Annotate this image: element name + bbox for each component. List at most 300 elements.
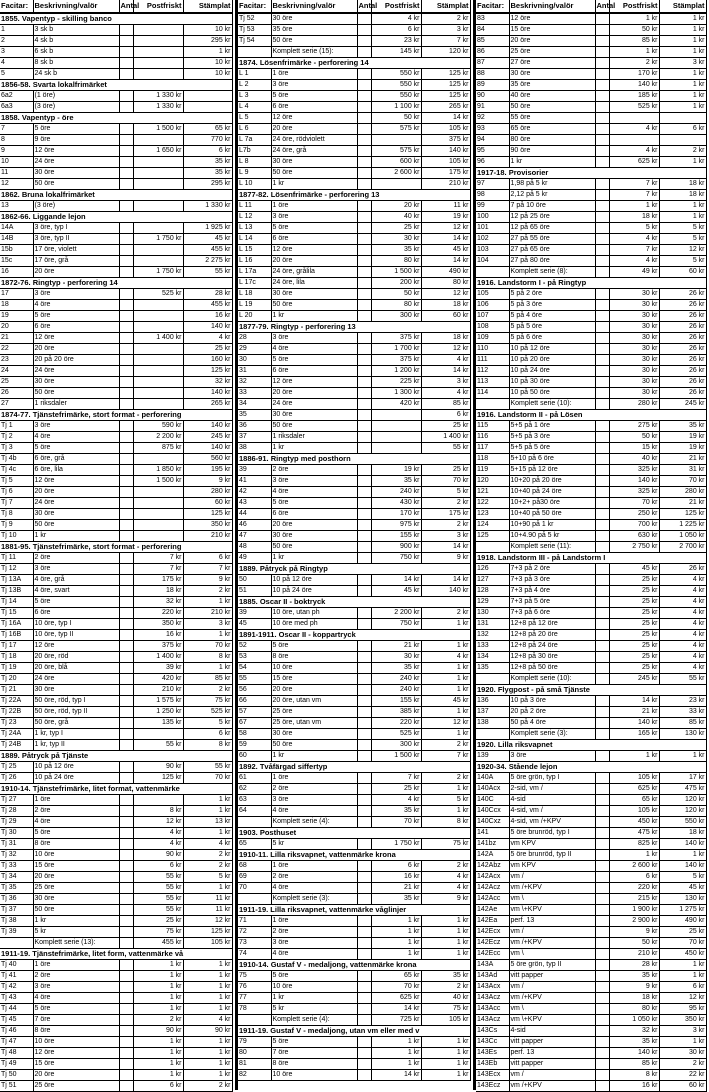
- mint-price: 1 kr: [371, 938, 421, 949]
- description: 10+2+ på30 öre: [509, 498, 595, 509]
- column-header: Stämplat: [183, 0, 232, 13]
- section-heading: 1910-14. Gustaf V - medaljong, vattenmärke krona: [238, 960, 470, 971]
- quantity: [595, 718, 609, 729]
- quantity: [595, 531, 609, 542]
- used-price: 550 kr: [659, 817, 706, 828]
- quantity: [357, 806, 371, 817]
- stamp-row: [238, 971, 470, 982]
- used-price: 1 kr: [659, 80, 706, 91]
- catalog-number: 7: [0, 124, 33, 135]
- mint-price: 550 kr: [371, 80, 421, 91]
- catalog-number: Tj 24B: [0, 740, 33, 751]
- quantity: [357, 256, 371, 267]
- mint-price: 30 kr: [609, 311, 659, 322]
- description: 8 öre: [271, 652, 357, 663]
- mint-price: 2 kr: [609, 58, 659, 69]
- column-header: Facitar:: [0, 0, 33, 13]
- used-price: 1 kr: [183, 883, 232, 894]
- stamp-row: [0, 850, 232, 861]
- catalog-number: L 19: [238, 300, 271, 311]
- mint-price: 1 575 kr: [133, 696, 183, 707]
- quantity: [595, 487, 609, 498]
- description: 10 på 12 öre: [271, 575, 357, 586]
- stamp-row: [0, 762, 232, 773]
- description: 50 öre, röd, typ I: [33, 696, 119, 707]
- description: 5 öre: [271, 91, 357, 102]
- stamp-row: [0, 267, 232, 278]
- catalog-number: 122: [476, 498, 509, 509]
- quantity: [595, 619, 609, 630]
- stamp-row: [476, 399, 706, 410]
- stamp-row: [476, 465, 706, 476]
- catalog-number: 85: [476, 36, 509, 47]
- catalog-number: Tj 11: [0, 553, 33, 564]
- section-heading: 1916. Landstorm I - på Ringtyp: [476, 278, 706, 289]
- stamp-row: [476, 201, 706, 212]
- quantity: [357, 432, 371, 443]
- section-heading: 1872-76. Ringtyp - perforering 14: [0, 278, 232, 289]
- catalog-number: 143Cs: [476, 1026, 509, 1037]
- mint-price: 590 kr: [133, 421, 183, 432]
- quantity: [595, 289, 609, 300]
- mint-price: 35 kr: [371, 245, 421, 256]
- mint-price: 455 kr: [133, 938, 183, 949]
- used-price: 1 kr: [659, 212, 706, 223]
- mint-price: 30 kr: [609, 355, 659, 366]
- description: 5 öre brunröd, typ II: [509, 850, 595, 861]
- catalog-number: Tj 54: [238, 36, 271, 47]
- catalog-number: Tj 16B: [0, 630, 33, 641]
- stamp-row: [238, 245, 470, 256]
- description: 4 öre: [271, 949, 357, 960]
- catalog-number: 28: [238, 333, 271, 344]
- mint-price: 165 kr: [609, 729, 659, 740]
- description: 12+8 på 50 öre: [509, 663, 595, 674]
- description: 6 öre: [271, 509, 357, 520]
- mint-price: [133, 179, 183, 190]
- catalog-number: L7b: [238, 146, 271, 157]
- catalog-number: Tj 48: [0, 1048, 33, 1059]
- description: 55 öre: [509, 113, 595, 124]
- mint-price: [133, 454, 183, 465]
- stamp-row: [0, 1081, 232, 1092]
- quantity: [357, 685, 371, 696]
- quantity: [357, 443, 371, 454]
- used-price: 3 kr: [659, 58, 706, 69]
- description: vm \: [509, 949, 595, 960]
- catalog-number: L 3: [238, 91, 271, 102]
- description: vm /+KPV: [509, 883, 595, 894]
- used-price: 75 kr: [183, 696, 232, 707]
- quantity: [119, 509, 133, 520]
- description: 10 öre: [271, 663, 357, 674]
- quantity: [119, 454, 133, 465]
- description: 6 öre, grå: [33, 454, 119, 465]
- quantity: [357, 168, 371, 179]
- used-price: 125 kr: [183, 927, 232, 938]
- quantity: [119, 883, 133, 894]
- catalog-number: 84: [476, 25, 509, 36]
- catalog-number: Tj 22B: [0, 707, 33, 718]
- quantity: [357, 36, 371, 47]
- used-price: 14 kr: [421, 542, 470, 553]
- mint-price: 420 kr: [371, 399, 421, 410]
- description: 50 öre: [271, 36, 357, 47]
- stamp-row: [238, 685, 470, 696]
- used-price: 490 kr: [659, 916, 706, 927]
- quantity: [119, 267, 133, 278]
- description: 4 öre, svart: [33, 586, 119, 597]
- stamp-row: [476, 1037, 706, 1048]
- mint-price: 625 kr: [609, 157, 659, 168]
- used-price: 1 330 kr: [183, 201, 232, 212]
- mint-price: 21 kr: [371, 641, 421, 652]
- used-price: 12 kr: [421, 289, 470, 300]
- catalog-number: 72: [238, 927, 271, 938]
- stamp-row: [476, 355, 706, 366]
- description: 50 öre, grå: [33, 718, 119, 729]
- catalog-column-1: [0, 0, 238, 1090]
- mint-price: 30 kr: [609, 377, 659, 388]
- quantity: [595, 520, 609, 531]
- description: 20 öre: [33, 1070, 119, 1081]
- quantity: [595, 245, 609, 256]
- description: 27 på 65 öre: [509, 245, 595, 256]
- stamp-row: [0, 685, 232, 696]
- quantity: [595, 421, 609, 432]
- catalog-column-3: [476, 0, 709, 1090]
- used-price: 1 kr: [421, 927, 470, 938]
- stamp-row: [238, 487, 470, 498]
- used-price: 1 kr: [659, 960, 706, 971]
- catalog-number: 18: [0, 300, 33, 311]
- description: vitt papper: [509, 1059, 595, 1070]
- description: 25 öre: [271, 707, 357, 718]
- section-heading-row: [476, 740, 706, 751]
- catalog-number: [476, 542, 509, 553]
- description: 30 öre: [33, 509, 119, 520]
- used-price: 1 kr: [183, 971, 232, 982]
- catalog-number: 19: [0, 311, 33, 322]
- used-price: 26 kr: [659, 322, 706, 333]
- used-price: 125 kr: [421, 91, 470, 102]
- used-price: 4 kr: [421, 388, 470, 399]
- stamp-row: [0, 509, 232, 520]
- description: 2 öre: [271, 784, 357, 795]
- mint-price: [371, 421, 421, 432]
- description: 3 öre: [271, 476, 357, 487]
- used-price: 140 kr: [183, 443, 232, 454]
- catalog-number: 143Eb: [476, 1059, 509, 1070]
- catalog-number: 41: [238, 476, 271, 487]
- catalog-number: 121: [476, 487, 509, 498]
- used-price: 4 kr: [659, 652, 706, 663]
- description: 5 öre: [271, 498, 357, 509]
- catalog-number: 31: [238, 366, 271, 377]
- used-price: 13 kr: [183, 817, 232, 828]
- description: 20 öre, röd: [33, 652, 119, 663]
- description: 8 sk b: [33, 58, 119, 69]
- description: 3 öre: [271, 212, 357, 223]
- catalog-number: 30: [238, 355, 271, 366]
- quantity: [357, 575, 371, 586]
- stamp-row: [476, 916, 706, 927]
- stamp-row: [0, 168, 232, 179]
- mint-price: 7 kr: [371, 773, 421, 784]
- used-price: 125 kr: [421, 80, 470, 91]
- catalog-number: 143A: [476, 960, 509, 971]
- used-price: 8 kr: [183, 740, 232, 751]
- quantity: [119, 828, 133, 839]
- stamp-row: [238, 531, 470, 542]
- description: perf. 13: [509, 916, 595, 927]
- quantity: [357, 553, 371, 564]
- mint-price: [133, 509, 183, 520]
- mint-price: 85 kr: [609, 1059, 659, 1070]
- stamp-row: [0, 828, 232, 839]
- stamp-row: [238, 806, 470, 817]
- mint-price: 18 kr: [609, 993, 659, 1004]
- description: 10 på 24 öre: [271, 586, 357, 597]
- used-price: 2 kr: [183, 685, 232, 696]
- description: 1 kr: [33, 916, 119, 927]
- stamp-row: [238, 201, 470, 212]
- stamp-row: [238, 729, 470, 740]
- used-price: 25 kr: [421, 465, 470, 476]
- description: 10 öre, typ I: [33, 619, 119, 630]
- catalog-number: Tj 47: [0, 1037, 33, 1048]
- used-price: 3 kr: [421, 377, 470, 388]
- used-price: 2 kr: [183, 1081, 232, 1092]
- description: 4 öre: [33, 432, 119, 443]
- used-price: 450 kr: [659, 949, 706, 960]
- description: vm /+KPV: [509, 938, 595, 949]
- catalog-number: 56: [238, 685, 271, 696]
- description: 30 öre: [271, 729, 357, 740]
- quantity: [595, 696, 609, 707]
- used-price: 5 kr: [421, 487, 470, 498]
- used-price: 1 kr: [659, 69, 706, 80]
- catalog-number: Tj 36: [0, 894, 33, 905]
- used-price: 125 kr: [183, 509, 232, 520]
- catalog-number: 125: [476, 531, 509, 542]
- quantity: [119, 575, 133, 586]
- mint-price: 14 kr: [371, 1070, 421, 1081]
- quantity: [119, 465, 133, 476]
- used-price: 7 kr: [183, 564, 232, 575]
- stamp-row: [476, 256, 706, 267]
- stamp-row: [0, 245, 232, 256]
- mint-price: 1 900 kr: [609, 905, 659, 916]
- stamp-row: [476, 190, 706, 201]
- stamp-row: [238, 872, 470, 883]
- quantity: [595, 927, 609, 938]
- description: 5 på 3 öre: [509, 300, 595, 311]
- used-price: 1 kr: [421, 641, 470, 652]
- quantity: [595, 509, 609, 520]
- catalog-number: 140Cxz: [476, 817, 509, 828]
- quantity: [357, 696, 371, 707]
- description: 50 öre, röd, typ II: [33, 707, 119, 718]
- description: 15 öre: [33, 1059, 119, 1070]
- used-price: 95 kr: [659, 1004, 706, 1015]
- quantity: [119, 322, 133, 333]
- catalog-column-2: [238, 0, 476, 1090]
- description: 30 öre: [271, 13, 357, 25]
- used-price: 26 kr: [659, 366, 706, 377]
- description: 15 öre: [271, 674, 357, 685]
- used-price: 14 kr: [421, 256, 470, 267]
- used-price: 8 kr: [183, 652, 232, 663]
- used-price: 14 kr: [421, 234, 470, 245]
- mint-price: 50 kr: [609, 25, 659, 36]
- catalog-number: 140Ccx: [476, 806, 509, 817]
- description: 1 kr, typ I: [33, 729, 119, 740]
- stamp-row: [0, 773, 232, 784]
- section-heading-row: [238, 762, 470, 773]
- used-price: 6 kr: [183, 553, 232, 564]
- catalog-number: [238, 1015, 271, 1026]
- catalog-number: 109: [476, 333, 509, 344]
- catalog-number: 52: [238, 641, 271, 652]
- catalog-number: 89: [476, 80, 509, 91]
- stamp-row: [238, 916, 470, 927]
- used-price: 2 kr: [421, 982, 470, 993]
- stamp-row: [0, 344, 232, 355]
- quantity: [595, 575, 609, 586]
- catalog-number: 142Abz: [476, 861, 509, 872]
- mint-price: [133, 157, 183, 168]
- stamp-row: [238, 982, 470, 993]
- stamp-row: [238, 234, 470, 245]
- catalog-number: 140C: [476, 795, 509, 806]
- quantity: [595, 960, 609, 971]
- catalog-number: 17: [0, 289, 33, 300]
- quantity: [357, 971, 371, 982]
- description: 2 öre: [33, 971, 119, 982]
- column-header: Facitar:: [238, 0, 271, 13]
- mint-price: 275 kr: [609, 421, 659, 432]
- stamp-row: [238, 949, 470, 960]
- quantity: [119, 927, 133, 938]
- used-price: [659, 135, 706, 146]
- description: 17 öre, violett: [33, 245, 119, 256]
- mint-price: 280 kr: [609, 399, 659, 410]
- used-price: 295 kr: [183, 36, 232, 47]
- catalog-number: 79: [238, 1037, 271, 1048]
- stamp-row: [0, 366, 232, 377]
- mint-price: 20 kr: [371, 201, 421, 212]
- stamp-row: [238, 47, 470, 58]
- mint-price: 7 kr: [609, 190, 659, 201]
- description: 30 öre: [33, 168, 119, 179]
- quantity: [357, 982, 371, 993]
- used-price: 1 kr: [183, 828, 232, 839]
- used-price: 6 kr: [183, 146, 232, 157]
- quantity: [119, 47, 133, 58]
- quantity: [119, 685, 133, 696]
- stamp-row: [238, 80, 470, 91]
- quantity: [119, 1048, 133, 1059]
- quantity: [595, 1004, 609, 1015]
- used-price: 210 kr: [183, 608, 232, 619]
- quantity: [595, 839, 609, 850]
- stamp-row: [0, 993, 232, 1004]
- quantity: [357, 267, 371, 278]
- used-price: 1 kr: [421, 729, 470, 740]
- description: 5+15 på 12 öre: [509, 465, 595, 476]
- quantity: [595, 311, 609, 322]
- quantity: [357, 124, 371, 135]
- mint-price: 575 kr: [371, 124, 421, 135]
- catalog-number: L 10: [238, 179, 271, 190]
- quantity: [357, 531, 371, 542]
- used-price: 1 kr: [421, 949, 470, 960]
- used-price: 490 kr: [421, 267, 470, 278]
- section-heading: 1862. Bruna lokalfrimärket: [0, 190, 232, 201]
- stamp-row: [476, 311, 706, 322]
- quantity: [595, 916, 609, 927]
- quantity: [119, 256, 133, 267]
- description: 6 öre: [271, 366, 357, 377]
- stamp-row: [238, 509, 470, 520]
- quantity: [119, 993, 133, 1004]
- catalog-number: 86: [476, 47, 509, 58]
- quantity: [595, 597, 609, 608]
- description: 25 öre: [33, 1081, 119, 1092]
- mint-price: 1 kr: [371, 1048, 421, 1059]
- quantity: [595, 102, 609, 113]
- used-price: 175 kr: [421, 168, 470, 179]
- stamp-row: [476, 927, 706, 938]
- catalog-number: 142Ecc: [476, 949, 509, 960]
- used-price: 1 kr: [659, 36, 706, 47]
- quantity: [357, 927, 371, 938]
- quantity: [357, 102, 371, 113]
- quantity: [119, 377, 133, 388]
- quantity: [595, 80, 609, 91]
- mint-price: 2 200 kr: [371, 608, 421, 619]
- stamp-row: [0, 69, 232, 80]
- stamp-row: [238, 223, 470, 234]
- stamp-row: [476, 971, 706, 982]
- catalog-number: 143Ecx: [476, 1070, 509, 1081]
- description: 20 på 20 öre: [33, 355, 119, 366]
- quantity: [119, 795, 133, 806]
- description: 12 öre: [33, 333, 119, 344]
- description: 24 öre, grå: [271, 146, 357, 157]
- description: 50 öre: [33, 388, 119, 399]
- catalog-number: 142Acx: [476, 872, 509, 883]
- catalog-number: Tj 33: [0, 861, 33, 872]
- used-price: 1 kr: [659, 971, 706, 982]
- description: 5 på 6 öre: [509, 333, 595, 344]
- description: 12 öre: [271, 377, 357, 388]
- description: 3 öre: [271, 80, 357, 91]
- quantity: [595, 135, 609, 146]
- description: 1 kr: [271, 311, 357, 322]
- description: vm /: [509, 982, 595, 993]
- quantity: [119, 245, 133, 256]
- quantity: [595, 113, 609, 124]
- section-heading: 1910-14. Tjänstefrimärke, litet format, vattenmärke: [0, 784, 232, 795]
- section-heading-row: [0, 113, 232, 124]
- quantity: [357, 641, 371, 652]
- used-price: 12 kr: [183, 916, 232, 927]
- used-price: 6 kr: [421, 410, 470, 421]
- quantity: [595, 344, 609, 355]
- quantity: [595, 256, 609, 267]
